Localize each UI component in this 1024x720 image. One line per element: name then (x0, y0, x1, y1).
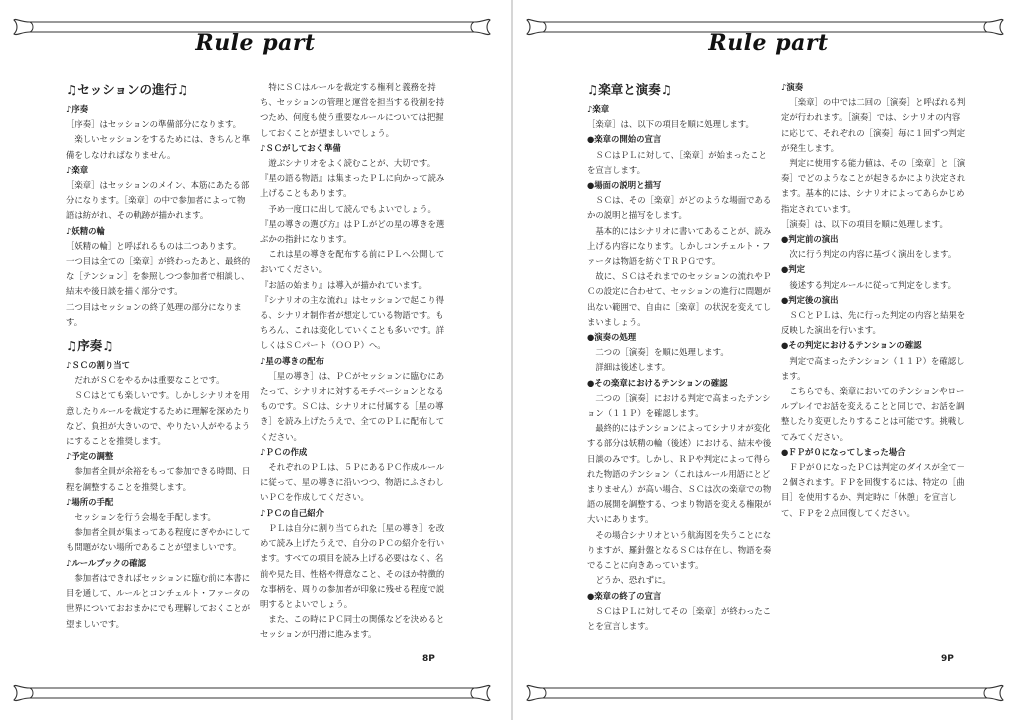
section-heading: ♫セッションの進行♫ (66, 82, 189, 97)
paragraph: 二つの［演奏］を順に処理します。 (595, 347, 729, 358)
paragraph: 二つの［演奏］における判定で高まったテンション（１１Ｐ）を確認します。 (587, 392, 771, 419)
paragraph: これは星の導きを配布する前にＰＬへ公開しておいてください。 (260, 249, 445, 275)
subsection-heading: ♪演奏 (781, 82, 804, 92)
paragraph: 参加者全員が集まってある程度にぎやかにしても問題がない場所であることが望ましいです。 (66, 527, 251, 553)
subsection-heading: ♪妖精の輪 (66, 225, 105, 236)
subsection-heading: ♪ＳＣがしておく準備 (260, 142, 341, 153)
paragraph: 判定で高まったテンション（１１Ｐ）を確認します。 (781, 355, 965, 381)
paragraph: 参加者はできればセッションに臨む前に本書に目を通して、ルールとコンチェルト・ファータの世界についておおまかにでも理解しておくことが望ましいです。 (66, 572, 251, 629)
subsection-heading: ●楽章の終了の宣言 (587, 590, 662, 601)
paragraph: ＦＰが０になったＰＣは判定のダイスが全て－２個されます。ＦＰを回復するには、特定の［曲目］を使用するか、判定時に「休憩」を宣言して、ＦＰを２点回復してください。 (781, 462, 966, 518)
subsection-heading: ●判定前の演出 (781, 234, 839, 245)
paragraph: 『星の導きの選び方』はＰＬがどの星の導きを選ぶかの指針になります。 (260, 218, 445, 245)
paragraph: 判定に使用する能力値は、その［楽章］と［演奏］でどのようなことが起きるかにより決定されます。基本的には、シナリオによってあらかじめ指定されています。 (781, 158, 966, 214)
paragraph: 予め一度口に出して読んでもよいでしょう。 (268, 203, 436, 214)
paragraph: 詳細は後述します。 (595, 362, 671, 373)
paragraph: ［楽章］はセッションのメイン、本筋にあたる部分になります。［楽章］の中で参加者によって物語は紡がれ、その軌跡が描かれます。 (66, 180, 250, 221)
paragraph: どうか、恐れずに。 (595, 575, 671, 586)
paragraph: ＳＣとＰＬは、先に行った判定の内容と結果を反映した演出を行います。 (781, 310, 966, 336)
page-title: Rule part (195, 30, 316, 56)
paragraph: それぞれのＰＬは、５ＰにあるＰＣ作成ルールに従って、星の導きに沿いつつ、物語にふさわしいＰＣを作成してください。 (260, 462, 445, 503)
subsection-heading: ♪場所の手配 (66, 496, 114, 507)
paragraph: ［演奏］は、以下の項目を順に処理します。 (781, 218, 948, 229)
paragraph: こちらでも、楽章においてのテンションやロールプレイでお話を変えることと同じで、お話を調整したり変更したりすることは可能です。挑戦してみてください。 (781, 386, 965, 442)
section-heading: ♫序奏♫ (66, 338, 114, 354)
subsection-heading: ♪ＰＣの自己紹介 (260, 507, 324, 518)
text-column-left (587, 80, 772, 634)
paragraph: セッションを行う会場を手配します。 (74, 512, 216, 523)
paragraph: ［星の導き］は、ＰＣがセッションに臨むにあたって、シナリオに対するモチベーションとなるものです。ＳＣは、シナリオに付属する［星の導き］を読み上げたうえで、全てのＰＬに配布してください。 (260, 370, 445, 442)
scroll-banner-bottom (12, 682, 492, 704)
paragraph: 後述する判定ルールに従って判定をします。 (789, 279, 957, 290)
paragraph: 特にＳＣはルールを裁定する権利と義務を持ち、セッションの管理と運営を担当する役割を持つため、何度も使う重要なルールについては把握しておくことが望ましいでしょう。 (260, 82, 445, 138)
paragraph: ［楽章］は、以下の項目を順に処理します。 (587, 119, 754, 130)
paragraph: 二つ目はセッションの終了処理の部分になります。 (66, 301, 242, 327)
subsection-heading: ♪予定の調整 (66, 451, 114, 462)
page-number: 9P (941, 654, 954, 664)
paragraph: 最終的にはテンションによってシナリオが変化する部分は妖精の輪（後述）における、結末や後日談のみです。しかし、ＲＰや判定によって得られた物語のテンション（これはルール用語にとどまりません）が高い場合、ＳＣは次の楽章での物語の展開を調整する、つまり物語を変える権限が大いにあります。 (587, 423, 772, 525)
paragraph: 基本的にはシナリオに書いてあることが、読み上げる内容になります。しかしコンチェルト・ファータは物語を紡ぐＴＲＰＧです。 (587, 225, 772, 267)
subsection-heading: ♪楽章 (66, 164, 89, 175)
paragraph: ＳＣはとても楽しいです。しかしシナリオを用意したりルールを裁定するために理解を深めたりなど、負担が大きいので、やりたい人がやるようにすることを推奨します。 (66, 390, 251, 447)
subsection-heading: ♪星の導きの配布 (260, 355, 324, 366)
subsection-heading: ●楽章の開始の宣言 (587, 134, 662, 145)
paragraph: ［楽章］の中では二回の［演奏］と呼ばれる判定が行われます。［演奏］では、シナリオの内容に応じて、それぞれの［演奏］毎に１回ずつ判定が発生します。 (781, 97, 966, 153)
scroll-banner-bottom (525, 682, 1005, 704)
page-title: Rule part (708, 30, 829, 56)
paragraph: 故に、ＳＣはそれまでのセッションの流れやＰＣの設定に合わせて、セッションの進行に問題が出ない範囲で、自由に［楽章］の状況を変えてしまいましょう。 (587, 271, 772, 327)
subsection-heading: ♪楽章 (587, 104, 610, 114)
paragraph: ＳＣはＰＬに対して、［楽章］が始まったことを宣言します。 (587, 149, 767, 175)
text-column-right (781, 80, 966, 521)
paragraph: また、この時にＰＣ同士の関係などを決めるとセッションが円滑に進みます。 (260, 614, 445, 640)
subsection-heading: ♪ルールブックの確認 (66, 557, 146, 568)
paragraph: 参加者全員が余裕をもって参加できる時間、日程を調整することを推奨します。 (66, 466, 251, 492)
paragraph: 次に行う判定の内容に基づく演出をします。 (789, 249, 957, 260)
subsection-heading: ●判定後の演出 (781, 294, 839, 305)
subsection-heading: ●その楽章におけるテンションの確認 (587, 377, 728, 388)
subsection-heading: ●場面の説明と描写 (587, 180, 662, 191)
paragraph: 『お話の始まり』は導入が描かれています。 (260, 279, 427, 290)
paragraph: ［妖精の輪］と呼ばれるものは二つあります。 (66, 240, 242, 251)
subsection-heading: ♪ＳＣの割り当て (66, 360, 130, 371)
section-heading: ♫楽章と演奏♫ (587, 82, 672, 97)
subsection-heading: ♪序奏 (66, 104, 89, 114)
page-left (0, 0, 511, 720)
text-column-left (66, 80, 251, 632)
subsection-heading: ●演奏の処理 (587, 332, 637, 343)
paragraph: 一つ目は全ての［楽章］が終わったあと、最終的な［テンション］を参照しつつ参加者で相談し、結末や後日談を描く部分です。 (66, 256, 251, 297)
subsection-heading: ●その判定におけるテンションの確認 (781, 340, 922, 351)
paragraph: だれがＳＣをやるかは重要なことです。 (74, 375, 225, 386)
text-column-right (260, 80, 445, 643)
paragraph: 遊ぶシナリオをよく読むことが、大切です。 (268, 158, 436, 169)
subsection-heading: ♪ＰＣの作成 (260, 446, 308, 457)
paragraph: 『星の語る物語』は集まったＰＬに向かって読み上げることもあります。 (260, 173, 445, 199)
paragraph: ［序奏］はセッションの準備部分になります。 (66, 119, 242, 130)
paragraph: ＳＣはＰＬに対してその［楽章］が終わったことを宣言します。 (587, 605, 772, 631)
paragraph: その場合シナリオという航海図を失うことになりますが、羅針盤となるＳＣは存在し、物語を奏でることに向きあっています。 (587, 529, 772, 571)
page-number: 8P (422, 654, 435, 664)
subsection-heading: ●判定 (781, 264, 806, 275)
paragraph: 楽しいセッションをするためには、きちんと準備をしなければなりません。 (66, 134, 251, 160)
paragraph: 『シナリオの主な流れ』はセッションで起こり得る、シナリオ制作者が想定している物語です。もちろん、これは変化していくことも多いです。詳しくはＳＣパート（ＯＯＰ）へ。 (260, 294, 445, 351)
paragraph: ＳＣは、その［楽章］がどのような場面であるかの説明と描写をします。 (587, 195, 772, 221)
subsection-heading: ●ＦＰが０になってしまった場合 (781, 446, 906, 457)
paragraph: ＰＬは自分に割り当てられた［星の導き］を改めて読み上げたうえで、自分のＰＣの紹介を行います。すべての項目を読み上げる必要はなく、名前や見た目、性格や得意なこと、そのほか特徴的な事柄を、周りの参加者が印象に残せる程度で説明するとよいでしょう。 (260, 522, 445, 609)
page-right (513, 0, 1024, 720)
